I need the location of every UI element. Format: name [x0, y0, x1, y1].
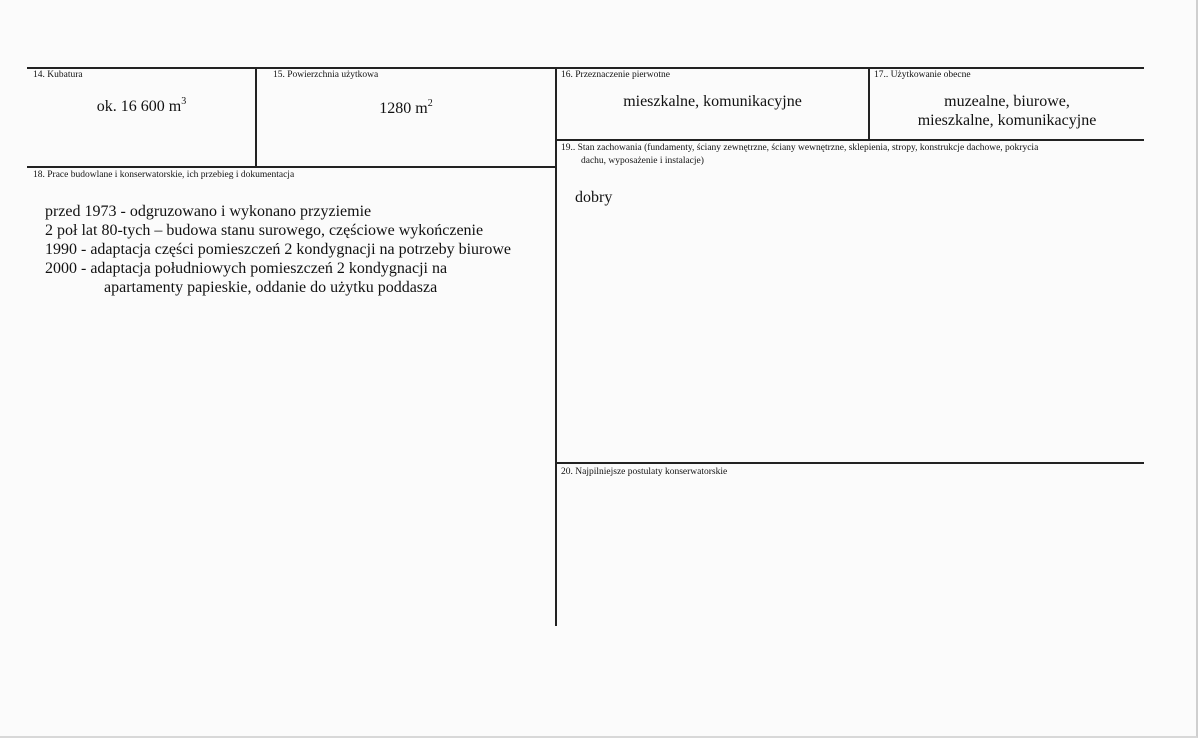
field-18-line-3: 1990 - adaptacja części pomieszczeń 2 kondygnacji na potrzeby biurowe — [45, 241, 512, 258]
field-16-label: 16. Przeznaczenie pierwotne — [561, 70, 670, 80]
field-15-value — [257, 99, 555, 118]
field-20-label: 20. Najpilniejsze postulaty konserwatorskie — [561, 467, 728, 477]
field-17-line-2: mieszkalne, komunikacyjne — [917, 112, 1097, 129]
field-19-label-line-1: 19.. Stan zachowania (fundamenty, ściany zewnętrzne, ściany wewnętrzne, sklepienia, stropy, konstrukcje dachowe, pokrycia — [561, 143, 1039, 153]
field-16-value: mieszkalne, komunikacyjne — [623, 93, 802, 110]
field-19-value: dobry — [575, 189, 613, 206]
center-divider — [555, 67, 557, 626]
field-18-line-1: przed 1973 - odgruzowano i wykonano przyziemie — [45, 203, 372, 220]
rule-above-18 — [27, 166, 556, 168]
field-14-label: 14. Kubatura — [33, 70, 83, 80]
field-19-label-line-2: dachu, wyposażenie i instalacje) — [581, 156, 704, 166]
field-15-unit-exponent: 2 — [427, 98, 433, 109]
field-17-line-1: muzealne, biurowe, — [944, 93, 1070, 110]
field-18-line-5: apartamenty papieskie, oddanie do użytku poddasza — [104, 279, 438, 296]
field-14-unit-exponent: 3 — [181, 96, 187, 107]
rule-above-19 — [556, 139, 1144, 141]
field-15-label: 15. Powierzchnia użytkowa — [273, 70, 379, 80]
rule-above-20 — [556, 462, 1144, 464]
field-14-value — [28, 97, 255, 116]
field-18-line-4: 2000 - adaptacja południowych pomieszczeń 2 kondygnacji na — [45, 260, 448, 277]
top-rule — [27, 67, 1144, 69]
field-18-label: 18. Prace budowlane i konserwatorskie, ich przebieg i dokumentacja — [33, 170, 295, 180]
field-17-label: 17.. Użytkowanie obecne — [874, 70, 971, 80]
field-14-number: ok. 16 600 m — [96, 98, 182, 115]
field-18-line-2: 2 poł lat 80-tych – budowa stanu surowego, częściowe wykończenie — [45, 222, 484, 239]
field-15-number: 1280 m — [379, 100, 428, 117]
